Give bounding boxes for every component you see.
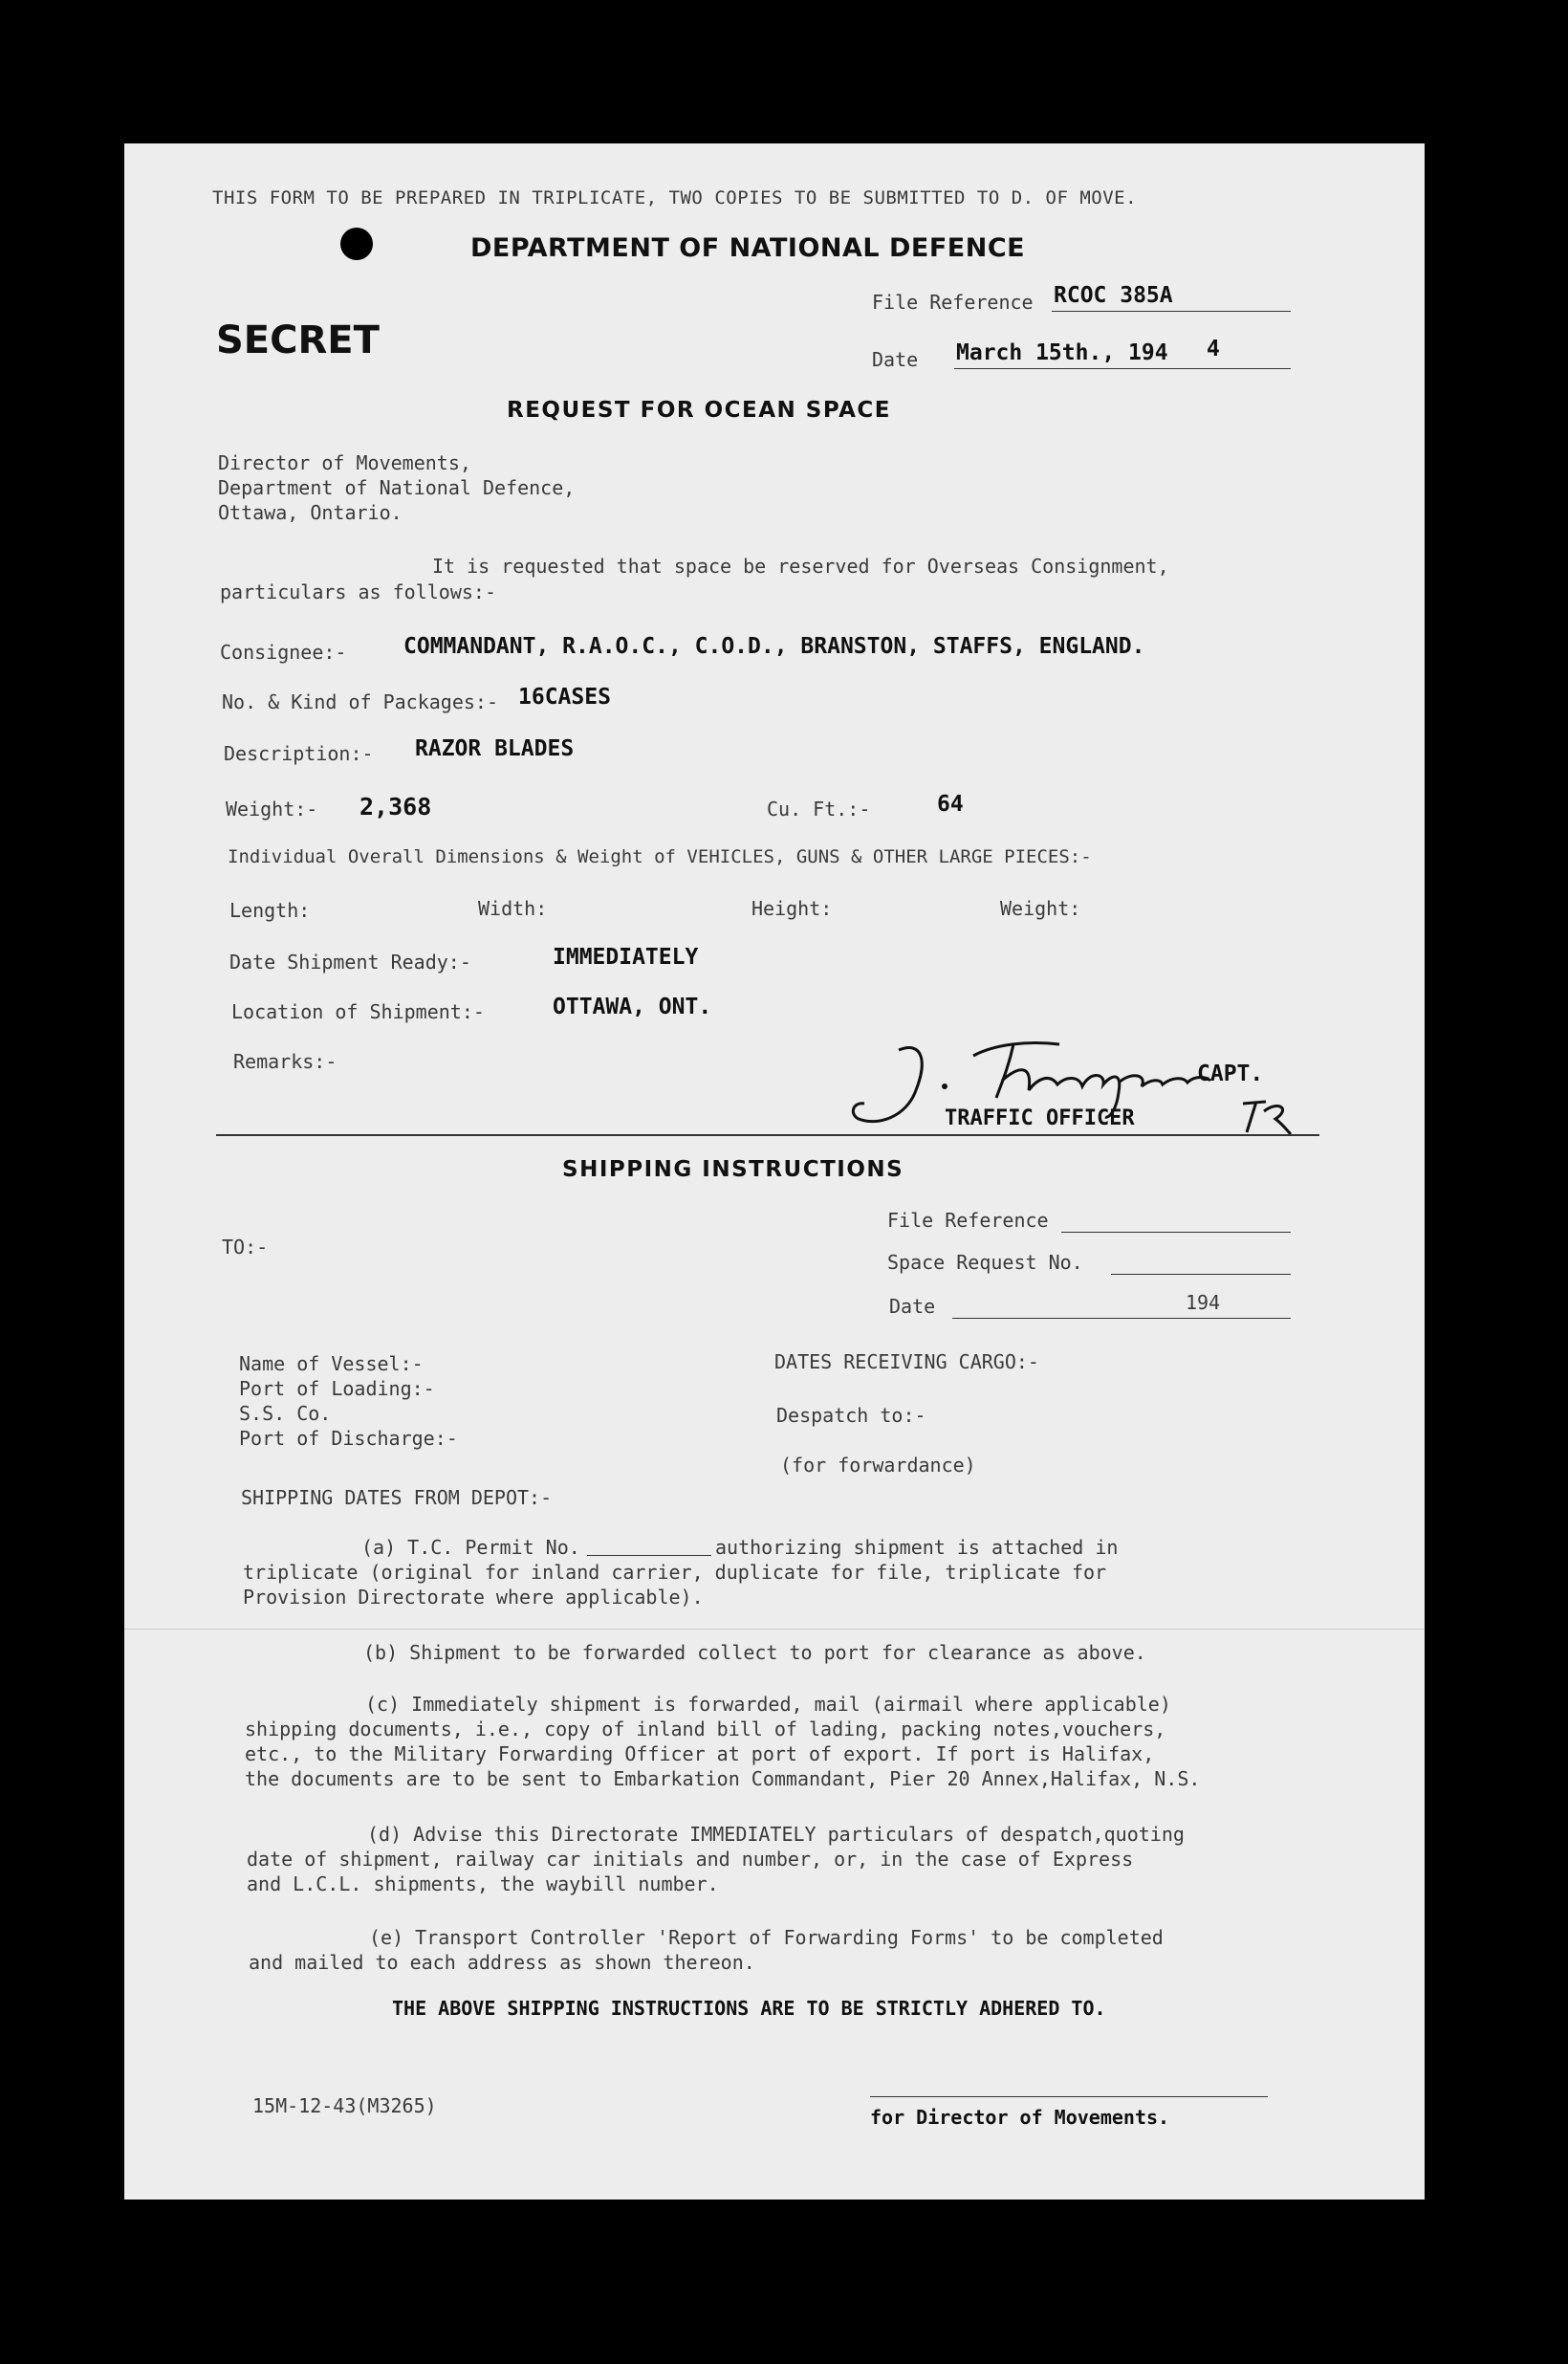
shipping-file-reference-underline (1061, 1232, 1291, 1233)
dimensions-heading: Individual Overall Dimensions & Weight of VEHICLES, GUNS & OTHER LARGE PIECES:- (228, 846, 1092, 867)
item-e-line-2: and mailed to each address as shown thereon. (249, 1951, 755, 1974)
description-value: RAZOR BLADES (415, 736, 575, 761)
description-label: Description:- (224, 742, 374, 765)
item-a-end: authorizing shipment is attached in (715, 1536, 1119, 1559)
item-a-start: (a) T.C. Permit No. (361, 1536, 580, 1559)
item-b: (b) Shipment to be forwarded collect to port for clearance as above. (363, 1641, 1146, 1664)
cuft-label: Cu. Ft.:- (767, 798, 871, 821)
length-label: Length: (229, 899, 311, 922)
ss-co-label: S.S. Co. (239, 1402, 332, 1425)
date-label: Date (872, 348, 919, 371)
item-a-line-2: triplicate (original for inland carrier, duplicate for file, triplicate for (243, 1561, 1107, 1584)
location-value: OTTAWA, ONT. (553, 995, 712, 1019)
space-request-underline (1111, 1274, 1291, 1275)
consignee-value: COMMANDANT, R.A.O.C., C.O.D., BRANSTON, STAFFS, ENGLAND. (403, 634, 1145, 659)
remarks-label: Remarks:- (233, 1050, 338, 1073)
height-label: Height: (751, 897, 833, 920)
ready-label: Date Shipment Ready:- (229, 951, 471, 974)
item-c-line-2: shipping documents, i.e., copy of inland bill of lading, packing notes,vouchers, (245, 1718, 1166, 1740)
port-of-loading-label: Port of Loading:- (239, 1377, 435, 1400)
item-c-line-4: the documents are to be sent to Embarkation Commandant, Pier 20 Annex,Halifax, N.S. (245, 1767, 1201, 1790)
vessel-name-label: Name of Vessel:- (239, 1352, 424, 1375)
request-title: REQUEST FOR OCEAN SPACE (507, 398, 892, 423)
date-underline (954, 368, 1291, 369)
width-label: Width: (478, 897, 548, 920)
for-director: for Director of Movements. (870, 2106, 1170, 2129)
intro-line-1: It is requested that space be reserved for Overseas Consignment, (432, 555, 1169, 578)
shipping-file-reference-label: File Reference (887, 1209, 1049, 1232)
packages-label: No. & Kind of Packages:- (222, 690, 498, 713)
file-reference-label: File Reference (872, 291, 1034, 314)
shipping-title: SHIPPING INSTRUCTIONS (562, 1157, 904, 1182)
shipping-date-year: 194 (1186, 1291, 1221, 1314)
signature-rank: CAPT. (1197, 1062, 1264, 1086)
punch-hole-icon (340, 228, 373, 260)
address-line-3: Ottawa, Ontario. (218, 501, 403, 524)
secret-classification: SECRET (216, 318, 380, 362)
permit-number-blank (587, 1555, 711, 1556)
signature-title: TRAFFIC OFFICER (945, 1106, 1135, 1130)
weight-value: 2,368 (359, 793, 432, 821)
weight-label: Weight:- (226, 798, 318, 821)
director-signature-line (870, 2096, 1268, 2097)
address-line-1: Director of Movements, (218, 451, 471, 474)
triplicate-notice: THIS FORM TO BE PREPARED IN TRIPLICATE, TWO COPIES TO BE SUBMITTED TO D. OF MOVE. (212, 187, 1138, 208)
port-of-discharge-label: Port of Discharge:- (239, 1427, 458, 1450)
cuft-value: 64 (937, 792, 964, 817)
form-number: 15M-12-43(M3265) (252, 2094, 437, 2117)
shipping-date-label: Date (889, 1295, 936, 1318)
packages-value: 16CASES (518, 685, 611, 710)
ready-value: IMMEDIATELY (553, 945, 699, 970)
section-divider (216, 1134, 1319, 1136)
shipping-date-underline (952, 1318, 1291, 1319)
consignee-label: Consignee:- (220, 641, 347, 664)
date-year-digit: 4 (1207, 337, 1220, 361)
weight2-label: Weight: (1000, 897, 1081, 920)
to-label: TO:- (222, 1236, 269, 1259)
item-d-line-2: date of shipment, railway car initials and number, or, in the case of Express (247, 1848, 1134, 1871)
file-reference-underline (1052, 311, 1291, 312)
shipping-dates-label: SHIPPING DATES FROM DEPOT:- (241, 1486, 553, 1509)
form-sheet (124, 143, 1425, 2200)
item-c-line-3: etc., to the Military Forwarding Officer at port of export. If port is Halifax, (245, 1742, 1155, 1765)
space-request-label: Space Request No. (887, 1251, 1083, 1274)
dates-receiving-label: DATES RECEIVING CARGO:- (774, 1350, 1039, 1373)
location-label: Location of Shipment:- (231, 1000, 485, 1023)
intro-line-2: particulars as follows:- (220, 580, 496, 603)
file-reference-value: RCOC 385A (1054, 283, 1173, 308)
address-line-2: Department of National Defence, (218, 476, 576, 499)
closing-notice: THE ABOVE SHIPPING INSTRUCTIONS ARE TO BE STRICTLY ADHERED TO. (392, 1997, 1106, 2020)
date-value: March 15th., 194 (956, 340, 1168, 365)
item-a-line-3: Provision Directorate where applicable). (243, 1586, 704, 1609)
despatch-to-label: Despatch to:- (776, 1404, 926, 1427)
item-d-line-3: and L.C.L. shipments, the waybill number. (247, 1872, 719, 1895)
initials-icon (1233, 1090, 1300, 1138)
item-e-line-1: (e) Transport Controller 'Report of Forwarding Forms' to be completed (369, 1926, 1164, 1949)
item-d-line-1: (d) Advise this Directorate IMMEDIATELY particulars of despatch,quoting (367, 1823, 1185, 1846)
department-heading: DEPARTMENT OF NATIONAL DEFENCE (470, 233, 1026, 263)
forwardance-label: (for forwardance) (780, 1454, 976, 1477)
fold-crease (124, 1629, 1425, 1630)
item-c-line-1: (c) Immediately shipment is forwarded, mail (airmail where applicable) (365, 1693, 1171, 1716)
